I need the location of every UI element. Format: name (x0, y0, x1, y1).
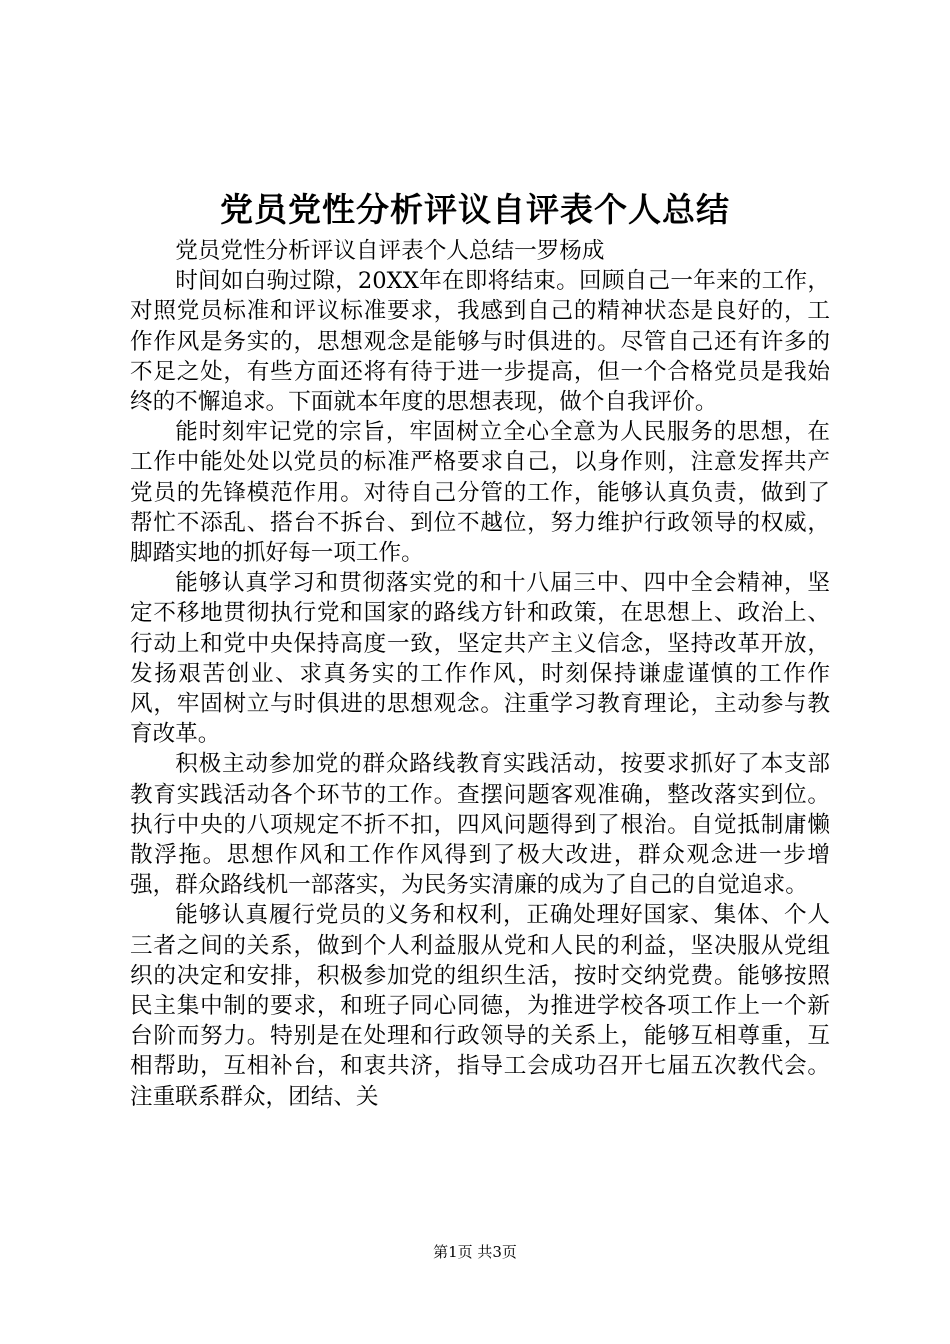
subtitle-paragraph: 党员党性分析评议自评表个人总结一罗杨成 (175, 238, 605, 264)
document-body (130, 236, 830, 1112)
body-paragraph: 能够认真履行党员的义务和权利，正确处理好国家、集体、个人三者之间的关系，做到个人利益服从党和人民的利益，坚决服从党组织的决定和安排，积极参加党的组织生活，按时交纳党费。能够按照民主集中制的要求，和班子同心同德，为推进学校各项工作上一个新台阶而努力。特别是在处理和行政领导的关系上，能够互相尊重，互相帮助，互相补台，和衷共济，指导工会成功召开七届五次教代会。注重联系群众，团结、关 (130, 902, 830, 1110)
body-paragraph: 积极主动参加党的群众路线教育实践活动，按要求抓好了本支部教育实践活动各个环节的工作。查摆问题客观准确，整改落实到位。执行中央的八项规定不折不扣，四风问题得到了根治。自觉抵制庸懒散浮拖。思想作风和工作作风得到了极大改进，群众观念进一步增强，群众路线机一部落实，为民务实清廉的成为了自己的自觉追求。 (130, 751, 830, 899)
page-number-footer: 第1页 共3页 (433, 1243, 517, 1261)
body-paragraph: 能够认真学习和贯彻落实党的和十八届三中、四中全会精神，坚定不移地贯彻执行党和国家的路线方针和政策，在思想上、政治上、行动上和党中央保持高度一致，坚定共产主义信念，坚持改革开放，发扬艰苦创业、求真务实的工作作风，时刻保持谦虚谨慎的工作作风，牢固树立与时俱进的思想观念。注重学习教育理论，主动参与教育改革。 (130, 570, 830, 748)
body-paragraph: 能时刻牢记党的宗旨，牢固树立全心全意为人民服务的思想，在工作中能处处以党员的标准严格要求自己，以身作则，注意发挥共产党员的先锋模范作用。对待自己分管的工作，能够认真负责，做到了帮忙不添乱、搭台不拆台、到位不越位，努力维护行政领导的权威，脚踏实地的抓好每一项工作。 (130, 419, 830, 567)
body-paragraph: 时间如白驹过隙，20XX年在即将结束。回顾自己一年来的工作，对照党员标准和评议标准要求，我感到自己的精神状态是良好的，工作作风是务实的，思想观念是能够与时俱进的。尽管自己还有许多的不足之处，有些方面还将有待于进一步提高，但一个合格党员是我始终的不懈追求。下面就本年度的思想表现，做个自我评价。 (130, 268, 830, 416)
document-title: 党员党性分析评议自评表个人总结 (220, 190, 730, 229)
